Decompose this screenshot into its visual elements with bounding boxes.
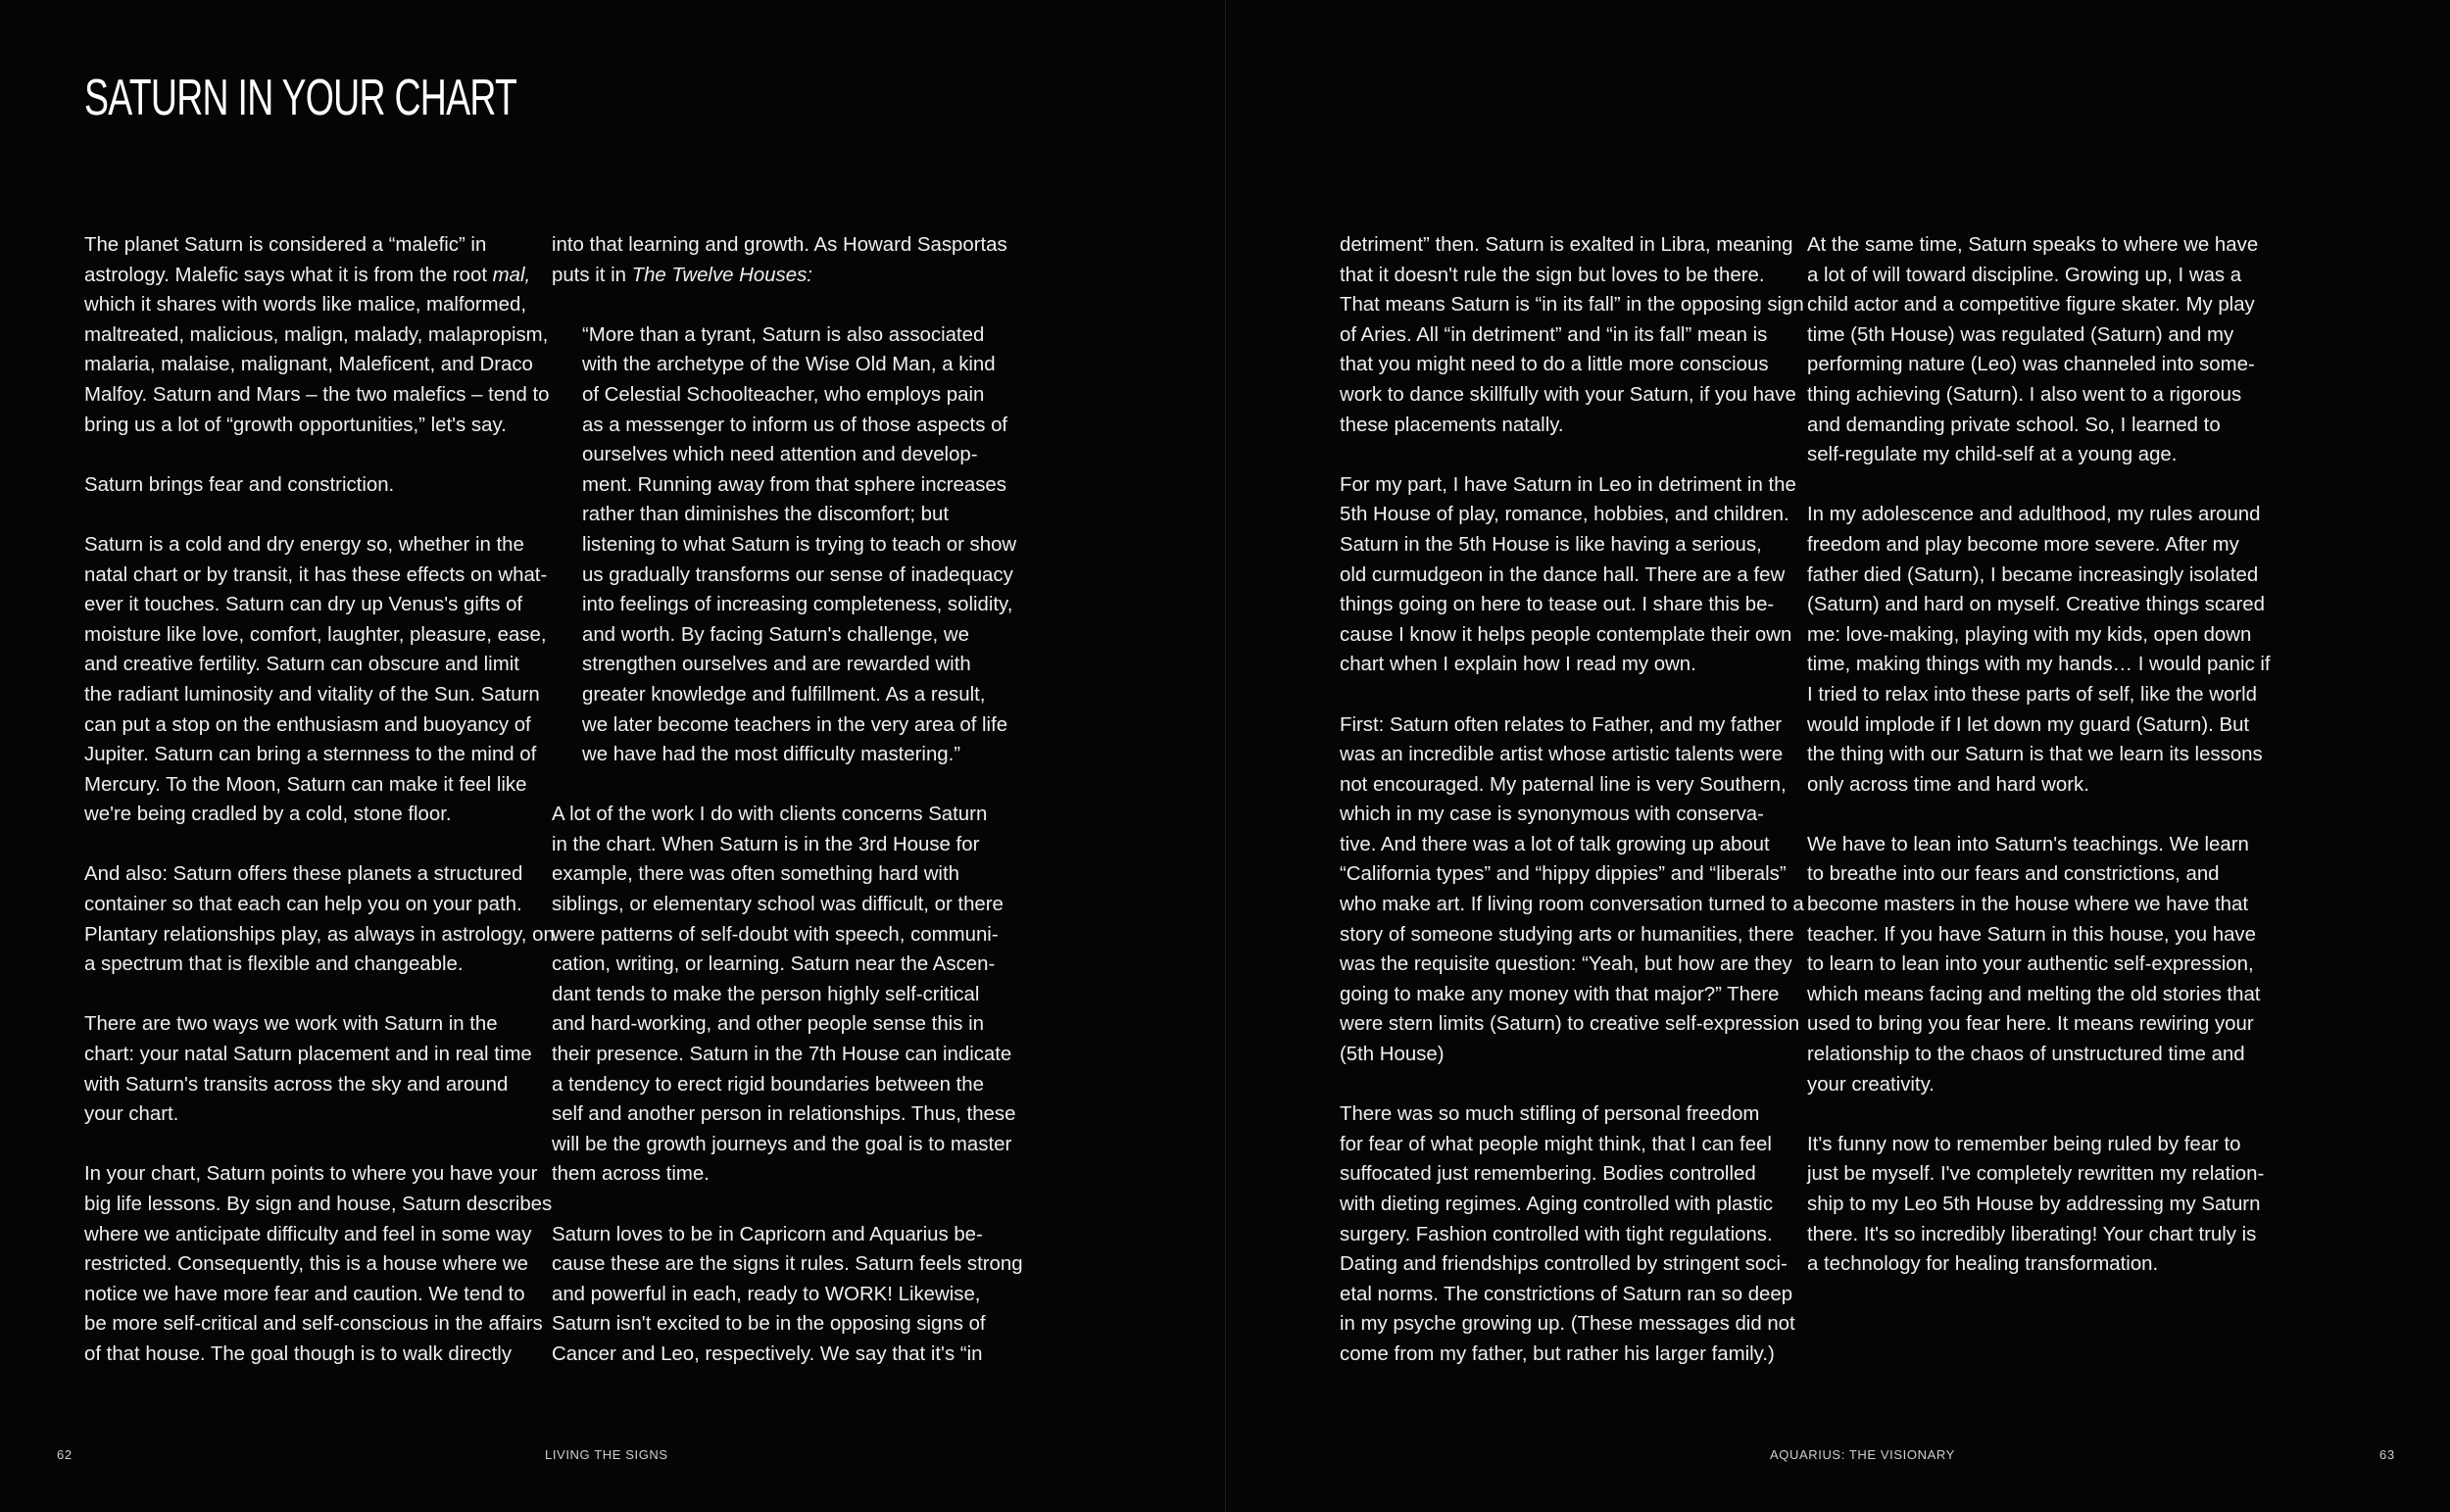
text-line: puts it in The Twelve Houses: xyxy=(552,264,812,286)
text-line: At the same time, Saturn speaks to where we have xyxy=(1807,234,2259,256)
text-line: and demanding private school. So, I learned to xyxy=(1807,414,2221,436)
body-paragraph xyxy=(84,859,555,979)
text-line: big life lessons. By sign and house, Saturn describes xyxy=(84,1194,553,1215)
text-line: And also: Saturn offers these planets a structured xyxy=(84,863,523,886)
text-line: which it shares with words like malice, malformed, xyxy=(84,294,527,317)
text-line: your chart. xyxy=(84,1103,179,1126)
text-line: bring us a lot of “growth opportunities,” let's say. xyxy=(84,414,507,436)
text-line: siblings, or elementary school was difficult, or there xyxy=(552,894,1004,916)
text-line: “More than a tyrant, Saturn is also associated xyxy=(582,323,985,346)
text-line: Saturn loves to be in Capricorn and Aquarius be- xyxy=(552,1223,983,1245)
text-line: suffocated just remembering. Bodies controlled xyxy=(1340,1163,1756,1186)
text-line: these placements natally. xyxy=(1340,414,1564,436)
text-line: “California types” and “hippy dippies” and “liberals” xyxy=(1340,863,1787,886)
text-line: to learn to lean into your authentic self-expression, xyxy=(1807,953,2254,976)
text-line: your creativity. xyxy=(1807,1073,1935,1096)
text-line: father died (Saturn), I became increasingly isolated xyxy=(1807,563,2259,586)
text-line: there. It's so incredibly liberating! Your chart truly is xyxy=(1807,1223,2257,1245)
text-line: for fear of what people might think, that I can feel xyxy=(1340,1133,1772,1155)
body-paragraph xyxy=(84,1009,535,1129)
text-line: and worth. By facing Saturn's challenge, we xyxy=(582,623,969,646)
text-line: which means facing and melting the old stories that xyxy=(1807,983,2261,1005)
text-line: their presence. Saturn in the 7th House can indicate xyxy=(552,1044,1012,1066)
text-line: relationship to the chaos of unstructured time and xyxy=(1807,1044,2245,1066)
text-line: There was so much stifling of personal freedom xyxy=(1340,1103,1760,1126)
page-number-right: 63 xyxy=(2379,1447,2395,1462)
text-line: Saturn in the 5th House is like having a serious, xyxy=(1340,533,1762,556)
body-paragraph xyxy=(1340,710,1804,1070)
text-line: Saturn is a cold and dry energy so, whether in the xyxy=(84,533,524,556)
text-line: Mercury. To the Moon, Saturn can make it feel like xyxy=(84,773,527,796)
text-line: a tendency to erect rigid boundaries between the xyxy=(552,1073,984,1096)
text-line: and creative fertility. Saturn can obscure and limit xyxy=(84,654,519,676)
text-line: listening to what Saturn is trying to teach or show xyxy=(582,533,1017,556)
text-line: restricted. Consequently, this is a house where we xyxy=(84,1253,528,1276)
text-line: that it doesn't rule the sign but loves to be there. xyxy=(1340,264,1765,286)
text-line: Saturn isn't excited to be in the opposing signs of xyxy=(552,1313,986,1336)
text-line: moisture like love, comfort, laughter, pleasure, ease, xyxy=(84,623,547,646)
text-line: the radiant luminosity and vitality of the Sun. Saturn xyxy=(84,683,540,706)
text-line: natal chart or by transit, it has these effects on what- xyxy=(84,563,548,586)
text-line: We have to lean into Saturn's teachings. We learn xyxy=(1807,833,2249,855)
text-line: were stern limits (Saturn) to creative self-expression xyxy=(1340,1013,1800,1036)
text-line: In my adolescence and adulthood, my rules around xyxy=(1807,504,2261,526)
body-paragraph xyxy=(1340,1099,1800,1369)
text-line: astrology. Malefic says what it is from the root mal, xyxy=(84,264,531,286)
text-line: cause I know it helps people contemplate their own xyxy=(1340,623,1792,646)
body-paragraph xyxy=(1807,830,2261,1099)
text-line: and powerful in each, ready to WORK! Likewise, xyxy=(552,1283,981,1305)
text-line: That means Saturn is “in its fall” in the opposing sign xyxy=(1340,294,1804,317)
text-line: into feelings of increasing completeness, solidity, xyxy=(582,594,1013,616)
body-paragraph xyxy=(1340,470,1800,680)
text-line: tive. And there was a lot of talk growing up about xyxy=(1340,833,1770,855)
body-paragraph xyxy=(552,1220,1023,1370)
text-line: a technology for healing transformation. xyxy=(1807,1253,2159,1276)
text-column-1 xyxy=(84,230,555,1399)
page-number-left: 62 xyxy=(57,1447,73,1462)
text-line: strengthen ourselves and are rewarded with xyxy=(582,654,971,676)
text-line: example, there was often something hard with xyxy=(552,863,959,886)
text-line: Dating and friendships controlled by stringent soci- xyxy=(1340,1253,1788,1276)
text-line: that you might need to do a little more conscious xyxy=(1340,354,1769,376)
body-paragraph xyxy=(1807,500,2271,800)
text-line: work to dance skillfully with your Saturn, if you have xyxy=(1340,383,1796,406)
text-line: A lot of the work I do with clients concerns Saturn xyxy=(552,804,988,826)
text-line: thing achieving (Saturn). I also went to a rigorous xyxy=(1807,383,2242,406)
text-line: come from my father, but rather his larger family.) xyxy=(1340,1342,1775,1365)
text-line: into that learning and growth. As Howard Sasportas xyxy=(552,234,1007,256)
text-line: self-regulate my child-self at a young age. xyxy=(1807,444,2178,466)
text-line: me: love-making, playing with my kids, open down xyxy=(1807,623,2252,646)
text-line: etal norms. The constrictions of Saturn ran so deep xyxy=(1340,1283,1793,1305)
text-line: we have had the most difficulty mastering.” xyxy=(582,744,961,766)
text-line: freedom and play become more severe. After my xyxy=(1807,533,2239,556)
body-paragraph xyxy=(1340,230,1804,440)
text-line: cause these are the signs it rules. Saturn feels strong xyxy=(552,1253,1023,1276)
text-line: container so that each can help you on your path. xyxy=(84,894,522,916)
body-paragraph xyxy=(1807,1130,2265,1280)
text-line: us gradually transforms our sense of inadequacy xyxy=(582,563,1013,586)
text-line: notice we have more fear and caution. We tend to xyxy=(84,1283,525,1305)
text-column-3 xyxy=(1340,230,1804,1399)
body-paragraph xyxy=(84,470,535,501)
text-line: them across time. xyxy=(552,1163,710,1186)
text-line: was the requisite question: “Yeah, but how are they xyxy=(1340,953,1792,976)
text-line: dant tends to make the person highly self-critical xyxy=(552,983,980,1005)
text-line: not encouraged. My paternal line is very Southern, xyxy=(1340,773,1787,796)
text-line: It's funny now to remember being ruled by fear to xyxy=(1807,1133,2241,1155)
text-line: (5th House) xyxy=(1340,1044,1445,1066)
text-line: a lot of will toward discipline. Growing up, I was a xyxy=(1807,264,2242,286)
text-line: of that house. The goal though is to walk directly xyxy=(84,1342,513,1365)
text-line: who make art. If living room conversation turned to a xyxy=(1340,894,1804,916)
text-line: Malfoy. Saturn and Mars – the two malefics – tend to xyxy=(84,383,550,406)
text-line: to breathe into our fears and constrictions, and xyxy=(1807,863,2220,886)
text-line: in the chart. When Saturn is in the 3rd House for xyxy=(552,833,980,855)
text-line: with dieting regimes. Aging controlled with plastic xyxy=(1340,1194,1774,1215)
text-line: story of someone studying arts or humanities, there xyxy=(1340,923,1794,946)
text-line: as a messenger to inform us of those aspects of xyxy=(582,414,1008,436)
text-line: ship to my Leo 5th House by addressing my Saturn xyxy=(1807,1194,2261,1215)
text-line: can put a stop on the enthusiasm and buoyancy of xyxy=(84,713,531,736)
text-line: would implode if I let down my guard (Saturn). But xyxy=(1807,713,2250,736)
text-line: used to bring you fear here. It means rewiring your xyxy=(1807,1013,2254,1036)
text-column-4 xyxy=(1807,230,2271,1309)
text-line: was an incredible artist whose artistic talents were xyxy=(1340,744,1784,766)
text-line: There are two ways we work with Saturn in the xyxy=(84,1013,498,1036)
text-line: were patterns of self-doubt with speech, communi- xyxy=(552,923,999,946)
text-line: time, making things with my hands… I would panic if xyxy=(1807,654,2271,676)
text-line: I tried to relax into these parts of self, like the world xyxy=(1807,683,2258,706)
text-line: chart when I explain how I read my own. xyxy=(1340,654,1696,676)
text-line: will be the growth journeys and the goal is to master xyxy=(552,1133,1012,1155)
running-head-left: LIVING THE SIGNS xyxy=(545,1447,668,1462)
text-line: of Aries. All “in detriment” and “in its fall” mean is xyxy=(1340,323,1768,346)
text-line: First: Saturn often relates to Father, and my father xyxy=(1340,713,1783,736)
text-line: Jupiter. Saturn can bring a sternness to the mind of xyxy=(84,744,537,766)
text-line: with Saturn's transits across the sky and around xyxy=(84,1073,509,1096)
text-line: in my psyche growing up. (These messages did not xyxy=(1340,1313,1795,1336)
text-line: which in my case is synonymous with conserva- xyxy=(1340,804,1764,826)
text-line: where we anticipate difficulty and feel in some way xyxy=(84,1223,532,1245)
text-line: The planet Saturn is considered a “malefic” in xyxy=(84,234,487,256)
text-line: only across time and hard work. xyxy=(1807,773,2089,796)
text-line: we later become teachers in the very area of life xyxy=(582,713,1008,736)
text-line: things going on here to tease out. I share this be- xyxy=(1340,594,1775,616)
text-line: the thing with our Saturn is that we learn its lessons xyxy=(1807,744,2263,766)
running-head-right: AQUARIUS: THE VISIONARY xyxy=(1770,1447,1955,1462)
text-line: a spectrum that is flexible and changeable. xyxy=(84,953,464,976)
text-line: cation, writing, or learning. Saturn near the Ascen- xyxy=(552,953,996,976)
body-paragraph xyxy=(552,230,1007,290)
text-column-2 xyxy=(552,230,1023,1399)
body-paragraph xyxy=(84,1159,553,1369)
text-line: ment. Running away from that sphere increases xyxy=(582,473,1006,496)
body-paragraph xyxy=(1807,230,2258,470)
text-line: just be myself. I've completely rewritten my relation- xyxy=(1807,1163,2265,1186)
text-line: Plantary relationships play, as always in astrology, on xyxy=(84,923,555,946)
text-line: with the archetype of the Wise Old Man, a kind xyxy=(582,354,996,376)
text-line: self and another person in relationships. Thus, these xyxy=(552,1103,1016,1126)
text-line: teacher. If you have Saturn in this house, you have xyxy=(1807,923,2256,946)
text-line: 5th House of play, romance, hobbies, and children. xyxy=(1340,504,1789,526)
text-line: (Saturn) and hard on myself. Creative things scared xyxy=(1807,594,2265,616)
body-paragraph xyxy=(552,800,1016,1190)
text-line: be more self-critical and self-conscious in the affairs xyxy=(84,1313,543,1336)
text-line: For my part, I have Saturn in Leo in detriment in the xyxy=(1340,473,1796,496)
text-line: detriment” then. Saturn is exalted in Libra, meaning xyxy=(1340,234,1793,256)
text-line: old curmudgeon in the dance hall. There are a few xyxy=(1340,563,1786,586)
text-line: In your chart, Saturn points to where you have your xyxy=(84,1163,538,1186)
body-paragraph xyxy=(84,230,550,440)
text-line: become masters in the house where we have that xyxy=(1807,894,2248,916)
block-quote xyxy=(552,320,1017,770)
text-line: ourselves which need attention and develop- xyxy=(582,444,978,466)
page-title: SATURN IN YOUR CHART xyxy=(84,70,517,126)
text-line: and hard-working, and other people sense this in xyxy=(552,1013,984,1036)
text-line: time (5th House) was regulated (Saturn) and my xyxy=(1807,323,2234,346)
text-line: we're being cradled by a cold, stone floor. xyxy=(84,804,452,826)
text-line: Saturn brings fear and constriction. xyxy=(84,473,395,496)
text-line: performing nature (Leo) was channeled into some- xyxy=(1807,354,2255,376)
text-line: rather than diminishes the discomfort; but xyxy=(582,504,950,526)
text-line: child actor and a competitive figure skater. My play xyxy=(1807,294,2255,317)
text-line: malaria, malaise, malignant, Maleficent, and Draco xyxy=(84,354,533,376)
text-line: ever it touches. Saturn can dry up Venus's gifts of xyxy=(84,594,523,616)
text-line: Cancer and Leo, respectively. We say that it's “in xyxy=(552,1342,983,1365)
text-line: of Celestial Schoolteacher, who employs pain xyxy=(582,383,985,406)
body-paragraph xyxy=(84,530,548,830)
text-line: surgery. Fashion controlled with tight regulations. xyxy=(1340,1223,1773,1245)
text-line: greater knowledge and fulfillment. As a result, xyxy=(582,683,986,706)
text-line: going to make any money with that major?” There xyxy=(1340,983,1780,1005)
text-line: chart: your natal Saturn placement and in real time xyxy=(84,1044,532,1066)
text-line: maltreated, malicious, malign, malady, malapropism, xyxy=(84,323,549,346)
